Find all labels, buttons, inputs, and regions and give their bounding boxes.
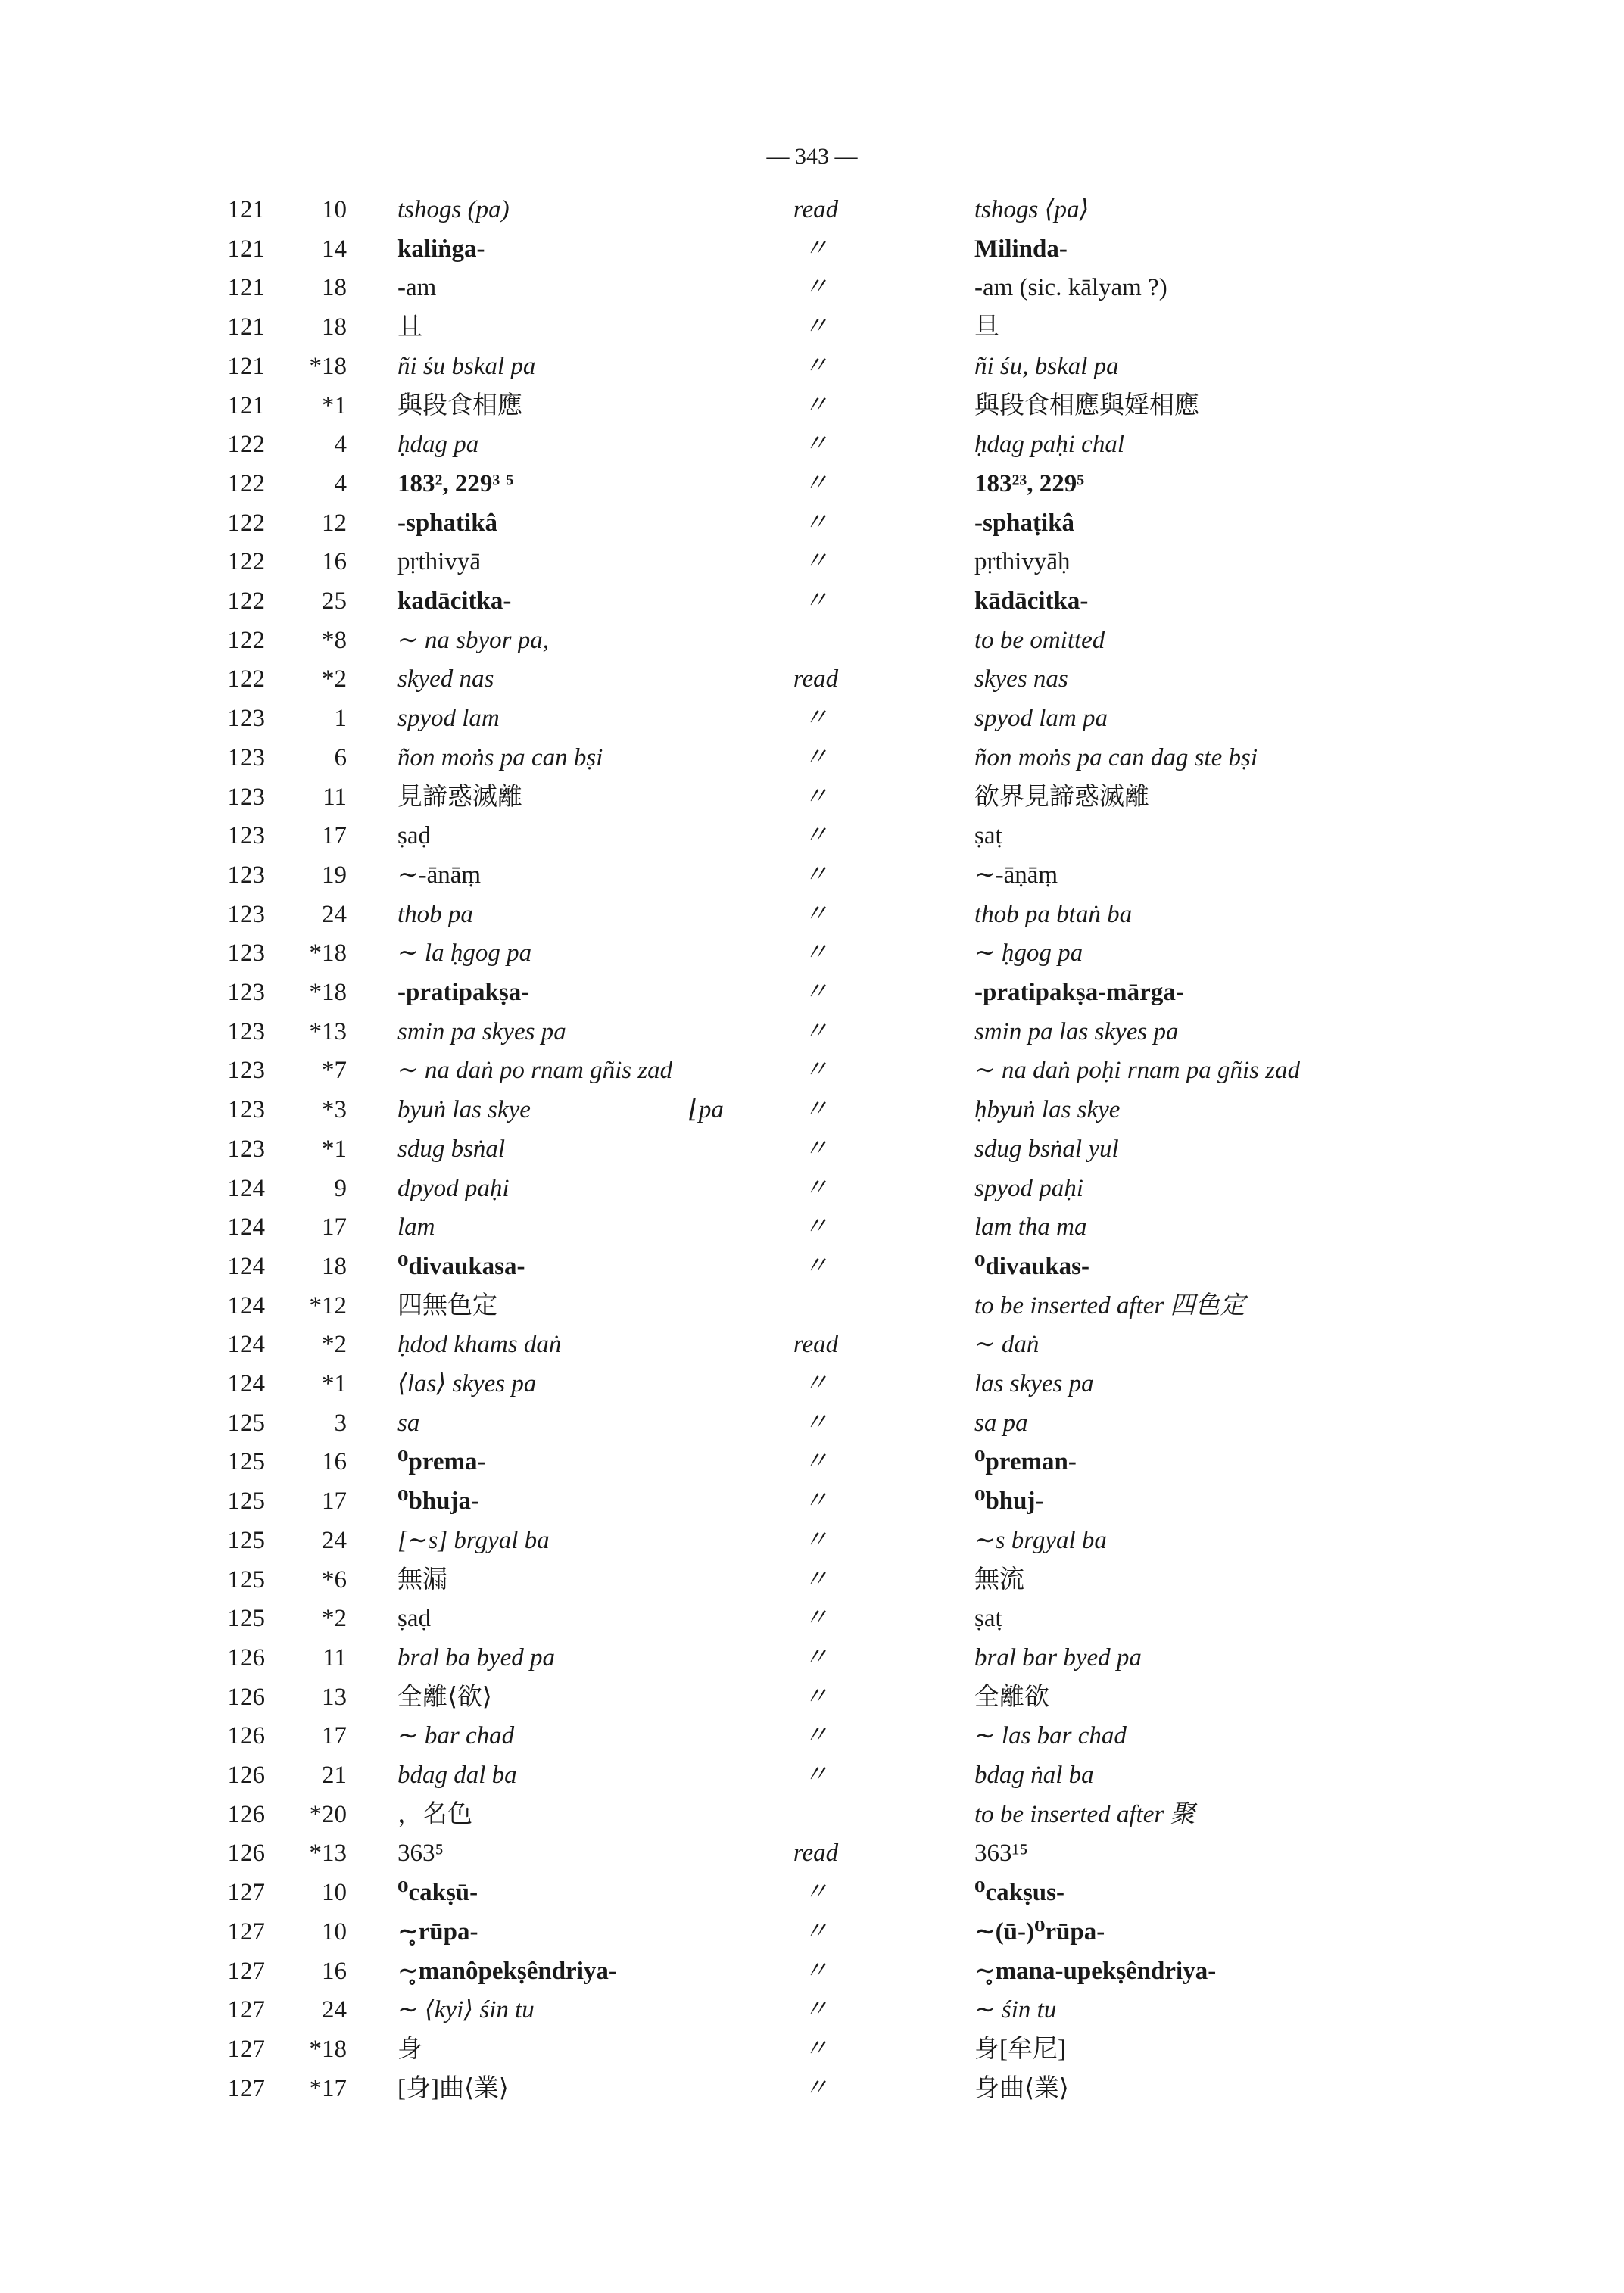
page-ref: 127 <box>227 2035 265 2063</box>
errata-row <box>0 504 1624 544</box>
erroneous-text: ∼ la ḥgog pa <box>397 939 532 967</box>
line-ref: *18 <box>309 2035 347 2063</box>
erroneous-text: ñon moṅs pa can bṣi <box>397 743 603 771</box>
line-ref: 13 <box>322 1683 347 1711</box>
corrected-text: ∼̥mana-upekṣêndriya- <box>974 1957 1217 1985</box>
errata-row <box>0 1326 1624 1365</box>
line-ref: *20 <box>309 1800 347 1828</box>
corrected-text: ∼ daṅ <box>974 1331 1040 1359</box>
line-ref: 16 <box>322 548 347 576</box>
corrected-text: to be inserted after 四色定 <box>974 1291 1245 1319</box>
erroneous-text: -pratipakṣa- <box>397 979 530 1006</box>
errata-row <box>0 778 1624 818</box>
read-marker: read <box>793 1331 839 1359</box>
read-marker: 〃 <box>803 1526 828 1554</box>
corrected-text: 與段食相應與婬相應 <box>974 391 1199 419</box>
page-ref: 126 <box>227 1840 265 1868</box>
page-ref: 121 <box>227 352 265 380</box>
page-number: — 343 — <box>766 144 858 169</box>
line-ref: 10 <box>322 1918 347 1946</box>
corrected-text: 363¹⁵ <box>974 1840 1028 1868</box>
errata-row <box>0 1208 1624 1248</box>
read-marker: 〃 <box>803 469 828 497</box>
erroneous-text: ∼-ānāṃ <box>397 861 482 889</box>
read-marker: 〃 <box>803 1566 828 1594</box>
erroneous-text: -sphatikâ <box>397 509 498 537</box>
corrected-text: ⁰bhuj- <box>974 1488 1044 1516</box>
corrected-text: 身[牟尼] <box>974 2035 1066 2063</box>
erroneous-text: lam <box>397 1213 435 1242</box>
corrected-text: smin pa las skyes pa <box>974 1017 1179 1045</box>
line-ref: 19 <box>322 861 347 889</box>
errata-row <box>0 1013 1624 1052</box>
read-marker: 〃 <box>803 1488 828 1516</box>
corrected-text: las skyes pa <box>974 1370 1094 1397</box>
errata-row <box>0 543 1624 582</box>
corrected-text: ∼(ū-)⁰rūpa- <box>974 1918 1105 1946</box>
corrected-text: -am (sic. kālyam ?) <box>974 274 1167 302</box>
erroneous-text: [∼s] brgyal ba <box>397 1526 550 1554</box>
errata-row <box>0 974 1624 1013</box>
line-ref: *18 <box>309 939 347 967</box>
corrected-text: ∼ las bar chad <box>974 1722 1127 1750</box>
errata-row <box>0 1482 1624 1522</box>
errata-row <box>0 347 1624 387</box>
erroneous-text: ⟨las⟩ skyes pa <box>397 1370 537 1397</box>
erroneous-text: spyod lam <box>397 705 500 733</box>
line-ref: 4 <box>334 469 347 497</box>
errata-table <box>0 191 1624 2129</box>
line-ref: 17 <box>322 822 347 850</box>
line-ref: 24 <box>322 900 347 928</box>
corrected-text: 183²³, 229⁵ <box>974 469 1085 497</box>
errata-row <box>0 425 1624 465</box>
erroneous-text: smin pa skyes pa <box>397 1017 566 1045</box>
line-ref: 17 <box>322 1722 347 1750</box>
errata-row <box>0 699 1624 739</box>
line-ref: 18 <box>322 313 347 341</box>
errata-row <box>0 191 1624 230</box>
line-ref: *13 <box>309 1017 347 1045</box>
read-marker: read <box>793 196 839 223</box>
line-ref: 17 <box>322 1488 347 1516</box>
line-ref: 17 <box>322 1213 347 1242</box>
erroneous-text: ∼ ⟨kyi⟩ śin tu <box>397 1996 535 2024</box>
erroneous-text: sa <box>397 1409 420 1437</box>
read-marker: 〃 <box>803 2074 828 2102</box>
erroneous-text: 183², 229³ ⁵ <box>397 469 514 497</box>
line-ref: *8 <box>322 626 347 654</box>
errata-row <box>0 856 1624 896</box>
erroneous-text: dpyod paḥi <box>397 1174 510 1202</box>
page-ref: 126 <box>227 1762 265 1789</box>
page-ref: 123 <box>227 743 265 771</box>
corrected-text: ∼-āṇāṃ <box>974 861 1058 889</box>
errata-row <box>0 2070 1624 2109</box>
read-marker: 〃 <box>803 1918 828 1946</box>
page-ref: 122 <box>227 469 265 497</box>
read-marker: 〃 <box>803 861 828 889</box>
errata-row <box>0 465 1624 504</box>
errata-row <box>0 1091 1624 1130</box>
read-marker: 〃 <box>803 1017 828 1045</box>
page-ref: 124 <box>227 1331 265 1359</box>
erroneous-text: tshogs (pa) <box>397 196 510 223</box>
line-ref: *3 <box>322 1096 347 1124</box>
page-ref: 125 <box>227 1526 265 1554</box>
read-marker: 〃 <box>803 783 828 811</box>
page-ref: 123 <box>227 979 265 1006</box>
erroneous-text: ⁰cakṣū- <box>397 1879 478 1907</box>
errata-row <box>0 1522 1624 1561</box>
line-ref: *1 <box>322 1135 347 1163</box>
read-marker: 〃 <box>803 235 828 263</box>
read-marker: 〃 <box>803 1605 828 1633</box>
errata-row <box>0 622 1624 661</box>
line-ref: 10 <box>322 196 347 223</box>
erroneous-text: ∼ na sbyor pa, <box>397 626 549 654</box>
errata-row <box>0 1600 1624 1639</box>
corrected-text: spyod lam pa <box>974 705 1108 733</box>
read-marker: 〃 <box>803 900 828 928</box>
erroneous-text: ∼̥manôpekṣêndriya- <box>397 1957 617 1985</box>
page-ref: 123 <box>227 939 265 967</box>
read-marker: read <box>793 1840 839 1868</box>
erroneous-text: -am <box>397 274 437 302</box>
page-ref: 123 <box>227 900 265 928</box>
read-marker: 〃 <box>803 548 828 576</box>
line-ref: 21 <box>322 1762 347 1789</box>
read-marker: 〃 <box>803 1057 828 1085</box>
errata-row <box>0 1756 1624 1796</box>
erroneous-text: ⁰bhuja- <box>397 1488 479 1516</box>
errata-row <box>0 1834 1624 1874</box>
read-marker: 〃 <box>803 1409 828 1437</box>
corrected-text: ∼ na daṅ poḥi rnam pa gñis zad <box>974 1057 1301 1085</box>
read-marker: 〃 <box>803 2035 828 2063</box>
read-marker: 〃 <box>803 1252 828 1280</box>
corrected-text: ⁰preman- <box>974 1448 1077 1476</box>
read-marker: 〃 <box>803 1213 828 1242</box>
page-ref: 127 <box>227 1957 265 1985</box>
read-marker: 〃 <box>803 1879 828 1907</box>
page-ref: 121 <box>227 391 265 419</box>
corrected-text: bral bar byed pa <box>974 1643 1142 1671</box>
page-ref: 123 <box>227 705 265 733</box>
page-ref: 121 <box>227 196 265 223</box>
page-ref: 123 <box>227 861 265 889</box>
errata-row <box>0 1874 1624 1913</box>
corrected-text: kādācitka- <box>974 587 1089 615</box>
marginal-note: ⌊pa <box>689 1096 724 1124</box>
page-ref: 121 <box>227 274 265 302</box>
errata-row <box>0 269 1624 308</box>
read-marker: 〃 <box>803 1370 828 1397</box>
page-ref: 125 <box>227 1409 265 1437</box>
line-ref: 14 <box>322 235 347 263</box>
read-marker: 〃 <box>803 1135 828 1163</box>
page-ref: 125 <box>227 1605 265 1633</box>
read-marker: 〃 <box>803 1174 828 1202</box>
page-ref: 122 <box>227 665 265 693</box>
page-ref: 125 <box>227 1488 265 1516</box>
erroneous-text: kadācitka- <box>397 587 512 615</box>
read-marker: 〃 <box>803 431 828 459</box>
errata-row <box>0 1639 1624 1678</box>
corrected-text: ñi śu, bskal pa <box>974 352 1119 380</box>
line-ref: 10 <box>322 1879 347 1907</box>
errata-row <box>0 582 1624 622</box>
page-ref: 127 <box>227 1918 265 1946</box>
errata-row <box>0 1678 1624 1718</box>
line-ref: 25 <box>322 587 347 615</box>
line-ref: *2 <box>322 665 347 693</box>
errata-row <box>0 1952 1624 1992</box>
erroneous-text: bral ba byed pa <box>397 1643 556 1671</box>
errata-row <box>0 1248 1624 1287</box>
read-marker: 〃 <box>803 274 828 302</box>
line-ref: *13 <box>309 1840 347 1868</box>
erroneous-text: 無漏 <box>397 1566 447 1594</box>
page-ref: 125 <box>227 1448 265 1476</box>
line-ref: 12 <box>322 509 347 537</box>
read-marker: 〃 <box>803 313 828 341</box>
line-ref: 4 <box>334 431 347 459</box>
page-ref: 127 <box>227 1879 265 1907</box>
corrected-text: thob pa btaṅ ba <box>974 900 1133 928</box>
read-marker: 〃 <box>803 1996 828 2024</box>
errata-row <box>0 1991 1624 2030</box>
read-marker: 〃 <box>803 1957 828 1985</box>
line-ref: *2 <box>322 1331 347 1359</box>
errata-row <box>0 1913 1624 1952</box>
line-ref: 9 <box>334 1174 347 1202</box>
corrected-text: 無流 <box>974 1566 1024 1594</box>
errata-row <box>0 896 1624 935</box>
corrected-text: skyes nas <box>974 665 1068 693</box>
corrected-text: pṛthivyāḥ <box>974 548 1071 576</box>
corrected-text: ḥbyuṅ las skye <box>974 1096 1121 1124</box>
corrected-text: 全離欲 <box>974 1683 1049 1711</box>
erroneous-text: 見諦惑滅離 <box>397 783 522 811</box>
corrected-text: 欲界見諦惑滅離 <box>974 783 1149 811</box>
line-ref: *1 <box>322 1370 347 1397</box>
read-marker: 〃 <box>803 1683 828 1711</box>
erroneous-text: 363⁵ <box>397 1840 444 1868</box>
line-ref: *18 <box>309 979 347 1006</box>
page-ref: 126 <box>227 1722 265 1750</box>
line-ref: *12 <box>309 1291 347 1319</box>
erroneous-text: ∼ bar chad <box>397 1722 515 1750</box>
erroneous-text: bdag dal ba <box>397 1762 517 1789</box>
erroneous-text: ṣaḍ <box>397 822 431 850</box>
page-ref: 123 <box>227 783 265 811</box>
line-ref: 6 <box>334 743 347 771</box>
corrected-text: -sphaṭikâ <box>974 509 1075 537</box>
page-ref: 123 <box>227 1096 265 1124</box>
page-ref: 123 <box>227 1017 265 1045</box>
corrected-text: tshogs ⟨pa⟩ <box>974 196 1089 223</box>
errata-row <box>0 934 1624 974</box>
page-ref: 121 <box>227 313 265 341</box>
page-ref: 126 <box>227 1683 265 1711</box>
erroneous-text: ∼ na daṅ po rnam gñis zad <box>397 1057 673 1085</box>
line-ref: *6 <box>322 1566 347 1594</box>
read-marker: 〃 <box>803 979 828 1006</box>
errata-row <box>0 1051 1624 1091</box>
line-ref: 11 <box>323 783 347 811</box>
erroneous-text: byuṅ las skye <box>397 1096 531 1124</box>
read-marker: 〃 <box>803 1448 828 1476</box>
read-marker: 〃 <box>803 743 828 771</box>
errata-row <box>0 1796 1624 1835</box>
corrected-text: 旦 <box>974 313 999 341</box>
erroneous-text: ḥdod khams daṅ <box>397 1331 562 1359</box>
read-marker: 〃 <box>803 1722 828 1750</box>
erroneous-text: [身]曲⟨業⟩ <box>397 2074 509 2102</box>
line-ref: 11 <box>323 1643 347 1671</box>
page-ref: 124 <box>227 1370 265 1397</box>
line-ref: 3 <box>334 1409 347 1437</box>
line-ref: *17 <box>309 2074 347 2102</box>
read-marker: 〃 <box>803 1762 828 1789</box>
page-ref: 125 <box>227 1566 265 1594</box>
line-ref: *18 <box>309 352 347 380</box>
read-marker: 〃 <box>803 1096 828 1124</box>
page-ref: 122 <box>227 431 265 459</box>
page-ref: 124 <box>227 1291 265 1319</box>
page-ref: 124 <box>227 1174 265 1202</box>
errata-row <box>0 1287 1624 1326</box>
erroneous-text: ḥdag pa <box>397 431 479 459</box>
corrected-text: ⁰cakṣus- <box>974 1879 1064 1907</box>
line-ref: *7 <box>322 1057 347 1085</box>
errata-row <box>0 660 1624 699</box>
line-ref: 1 <box>334 705 347 733</box>
corrected-text: Milinda- <box>974 235 1068 263</box>
corrected-text: ṣaṭ <box>974 822 1002 850</box>
line-ref: *1 <box>322 391 347 419</box>
errata-row <box>0 1404 1624 1444</box>
erroneous-text: ṣaḍ <box>397 1605 431 1633</box>
errata-row <box>0 230 1624 269</box>
corrected-text: bdag ṅal ba <box>974 1762 1094 1789</box>
page-ref: 123 <box>227 822 265 850</box>
corrected-text: ḥdag paḥi chal <box>974 431 1124 459</box>
errata-row <box>0 1170 1624 1209</box>
corrected-text: ∼ śin tu <box>974 1996 1057 2024</box>
erroneous-text: pṛthivyā <box>397 548 481 576</box>
corrected-text: -pratipakṣa-mārga- <box>974 979 1184 1006</box>
erroneous-text: ，名色 <box>397 1800 472 1828</box>
page-ref: 126 <box>227 1643 265 1671</box>
line-ref: 16 <box>322 1448 347 1476</box>
page-ref: 127 <box>227 2074 265 2102</box>
corrected-text: ∼s brgyal ba <box>974 1526 1107 1554</box>
corrected-text: sa pa <box>974 1409 1028 1437</box>
errata-row <box>0 2030 1624 2070</box>
corrected-text: ṣaṭ <box>974 1605 1002 1633</box>
corrected-text: ∼ ḥgog pa <box>974 939 1083 967</box>
errata-row <box>0 387 1624 426</box>
corrected-text: to be inserted after 聚 <box>974 1800 1195 1828</box>
read-marker: 〃 <box>803 939 828 967</box>
corrected-text: 身曲⟨業⟩ <box>974 2074 1069 2102</box>
erroneous-text: 全離⟨欲⟩ <box>397 1683 492 1711</box>
errata-row <box>0 1561 1624 1600</box>
errata-row <box>0 739 1624 778</box>
read-marker: 〃 <box>803 705 828 733</box>
erroneous-text: kaliṅga- <box>397 235 485 263</box>
erroneous-text: sdug bsṅal <box>397 1135 506 1163</box>
corrected-text: sdug bsṅal yul <box>974 1135 1119 1163</box>
read-marker: 〃 <box>803 822 828 850</box>
errata-row <box>0 308 1624 347</box>
corrected-text: spyod paḥi <box>974 1174 1083 1202</box>
erroneous-text: ⁰prema- <box>397 1448 486 1476</box>
line-ref: 18 <box>322 274 347 302</box>
errata-row <box>0 1717 1624 1756</box>
corrected-text: ñon moṅs pa can dag ste bṣi <box>974 743 1258 771</box>
errata-row <box>0 817 1624 856</box>
page-ref: 122 <box>227 626 265 654</box>
line-ref: *2 <box>322 1605 347 1633</box>
erroneous-text: 身 <box>397 2035 422 2063</box>
read-marker: 〃 <box>803 352 828 380</box>
line-ref: 18 <box>322 1252 347 1280</box>
erroneous-text: ∼̥rūpa- <box>397 1918 478 1946</box>
corrected-text: lam tha ma <box>974 1213 1087 1242</box>
erroneous-text: skyed nas <box>397 665 494 693</box>
erroneous-text: 與段食相應 <box>397 391 522 419</box>
page-ref: 122 <box>227 509 265 537</box>
corrected-text: to be omitted <box>974 626 1105 654</box>
errata-row <box>0 1130 1624 1170</box>
page-ref: 123 <box>227 1057 265 1085</box>
erroneous-text: ⁰divaukasa- <box>397 1252 525 1280</box>
read-marker: read <box>793 665 839 693</box>
read-marker: 〃 <box>803 391 828 419</box>
page-ref: 123 <box>227 1135 265 1163</box>
line-ref: 24 <box>322 1526 347 1554</box>
page-ref: 126 <box>227 1800 265 1828</box>
page-ref: 121 <box>227 235 265 263</box>
page-ref: 122 <box>227 587 265 615</box>
page-ref: 124 <box>227 1252 265 1280</box>
errata-row <box>0 1443 1624 1482</box>
line-ref: 24 <box>322 1996 347 2024</box>
read-marker: 〃 <box>803 1643 828 1671</box>
erroneous-text: ñi śu bskal pa <box>397 352 536 380</box>
read-marker: 〃 <box>803 587 828 615</box>
page-ref: 122 <box>227 548 265 576</box>
line-ref: 16 <box>322 1957 347 1985</box>
erroneous-text: 四無色定 <box>397 1291 497 1319</box>
erroneous-text: 且 <box>397 313 422 341</box>
read-marker: 〃 <box>803 509 828 537</box>
page-ref: 127 <box>227 1996 265 2024</box>
erroneous-text: thob pa <box>397 900 473 928</box>
page-ref: 124 <box>227 1213 265 1242</box>
errata-row <box>0 1365 1624 1404</box>
corrected-text: ⁰divaukas- <box>974 1252 1090 1280</box>
